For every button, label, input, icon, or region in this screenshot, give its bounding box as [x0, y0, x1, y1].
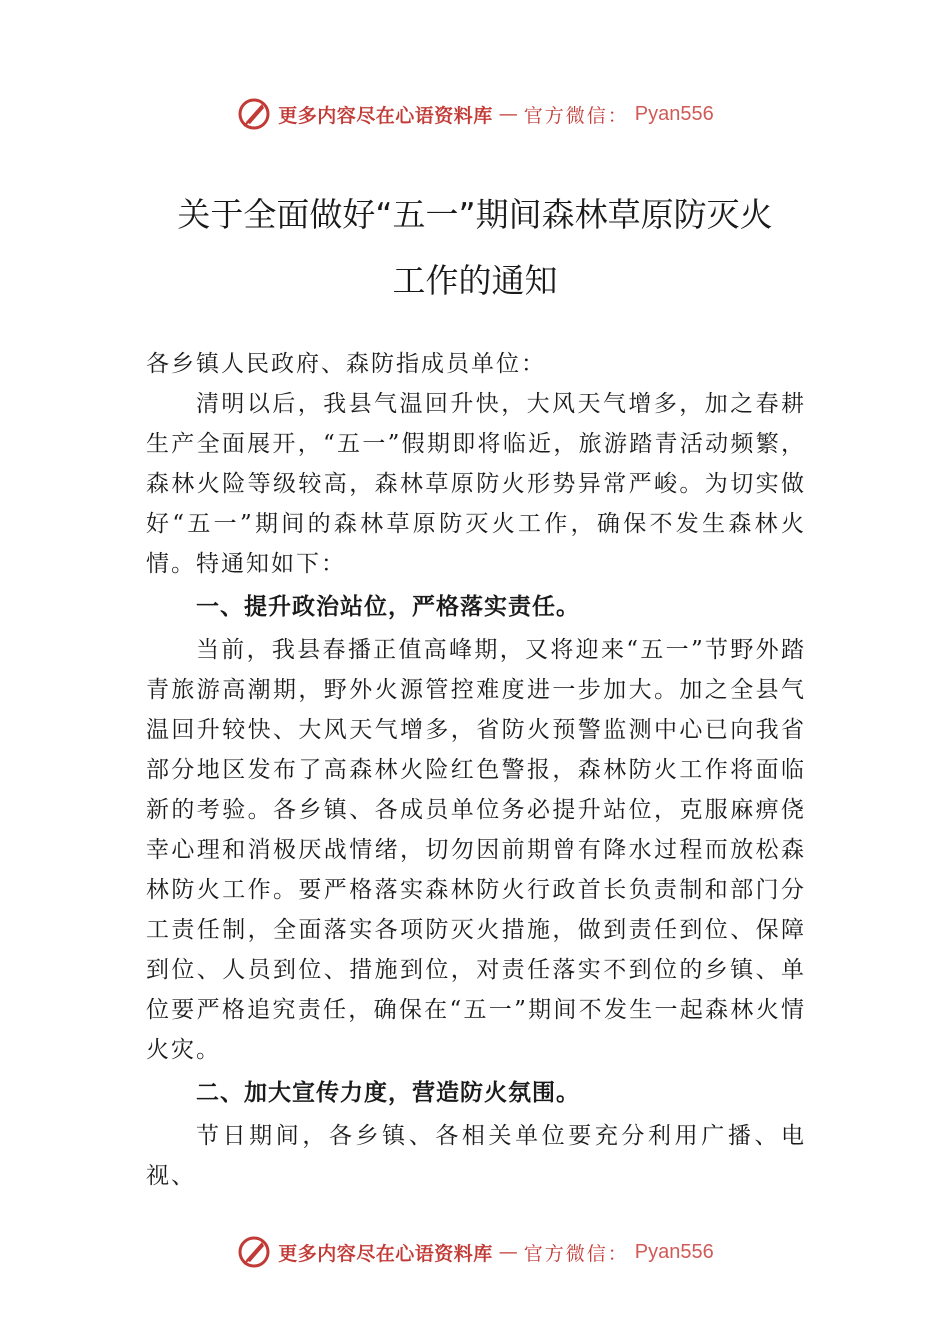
quill-pen-logo-icon — [236, 96, 272, 132]
section2-heading: 二、加大宣传力度，营造防火氛围。 — [196, 1080, 580, 1106]
header-watermark-banner — [0, 94, 950, 134]
section2-paragraph: 节日期间，各乡镇、各相关单位要充分利用广播、电视、 — [146, 1123, 806, 1189]
banner-wechat-id: Pyan556 — [634, 1240, 714, 1263]
intro-paragraph: 清明以后，我县气温回升快，大风天气增多，加之春耕生产全面展开，“五一”假期即将临近，旅游踏青活动频繁，森林火险等级较高，森林草原防火形势异常严峻。为切实做好“五一”期间的森林草原防灭火工作，确保不发生森林火情。特通知如下： — [146, 391, 806, 577]
banner-wechat-id: Pyan556 — [634, 102, 714, 125]
banner-wechat-label: 官方微信： — [523, 104, 629, 127]
salutation: 各乡镇人民政府、森防指成员单位： — [146, 351, 546, 377]
section1-paragraph: 当前，我县春播正值高峰期，又将迎来“五一”节野外踏青旅游高潮期，野外火源管控难度进一步加大。加之全县气温回升较快、大风天气增多，省防火预警监测中心已向我省部分地区发布了高森林火险红色警报，森林防火工作将面临新的考验。各乡镇、各成员单位务必提升站位，克服麻痹侥幸心理和消极厌战情绪，切勿因前期曾有降水过程而放松森林防火工作。要严格落实森林防火行政首长负责制和部门分工责任制，全面落实各项防灭火措施，做到责任到位、保障到位、人员到位、措施到位，对责任落实不到位的乡镇、单 位要严格追究责任，确保在“五一”期间不发生一起森林火情火灾。 — [146, 637, 806, 1063]
banner-brand-text: 更多内容尽在心语资料库 — [278, 1242, 493, 1265]
document-title-line2: 工作的通知 — [392, 261, 558, 300]
section1-heading: 一、提升政治站位，严格落实责任。 — [196, 594, 580, 620]
document-title-line1: 关于全面做好“五一”期间森林草原防灭火 — [177, 195, 773, 234]
banner-dash: — — [498, 1241, 518, 1263]
document-title — [100, 182, 850, 314]
banner-brand-text: 更多内容尽在心语资料库 — [278, 104, 493, 127]
footer-watermark-banner — [0, 1232, 950, 1272]
quill-pen-logo-icon — [236, 1234, 272, 1270]
document-body — [146, 344, 806, 1196]
banner-dash: — — [498, 103, 518, 125]
banner-wechat-label: 官方微信： — [523, 1242, 629, 1265]
